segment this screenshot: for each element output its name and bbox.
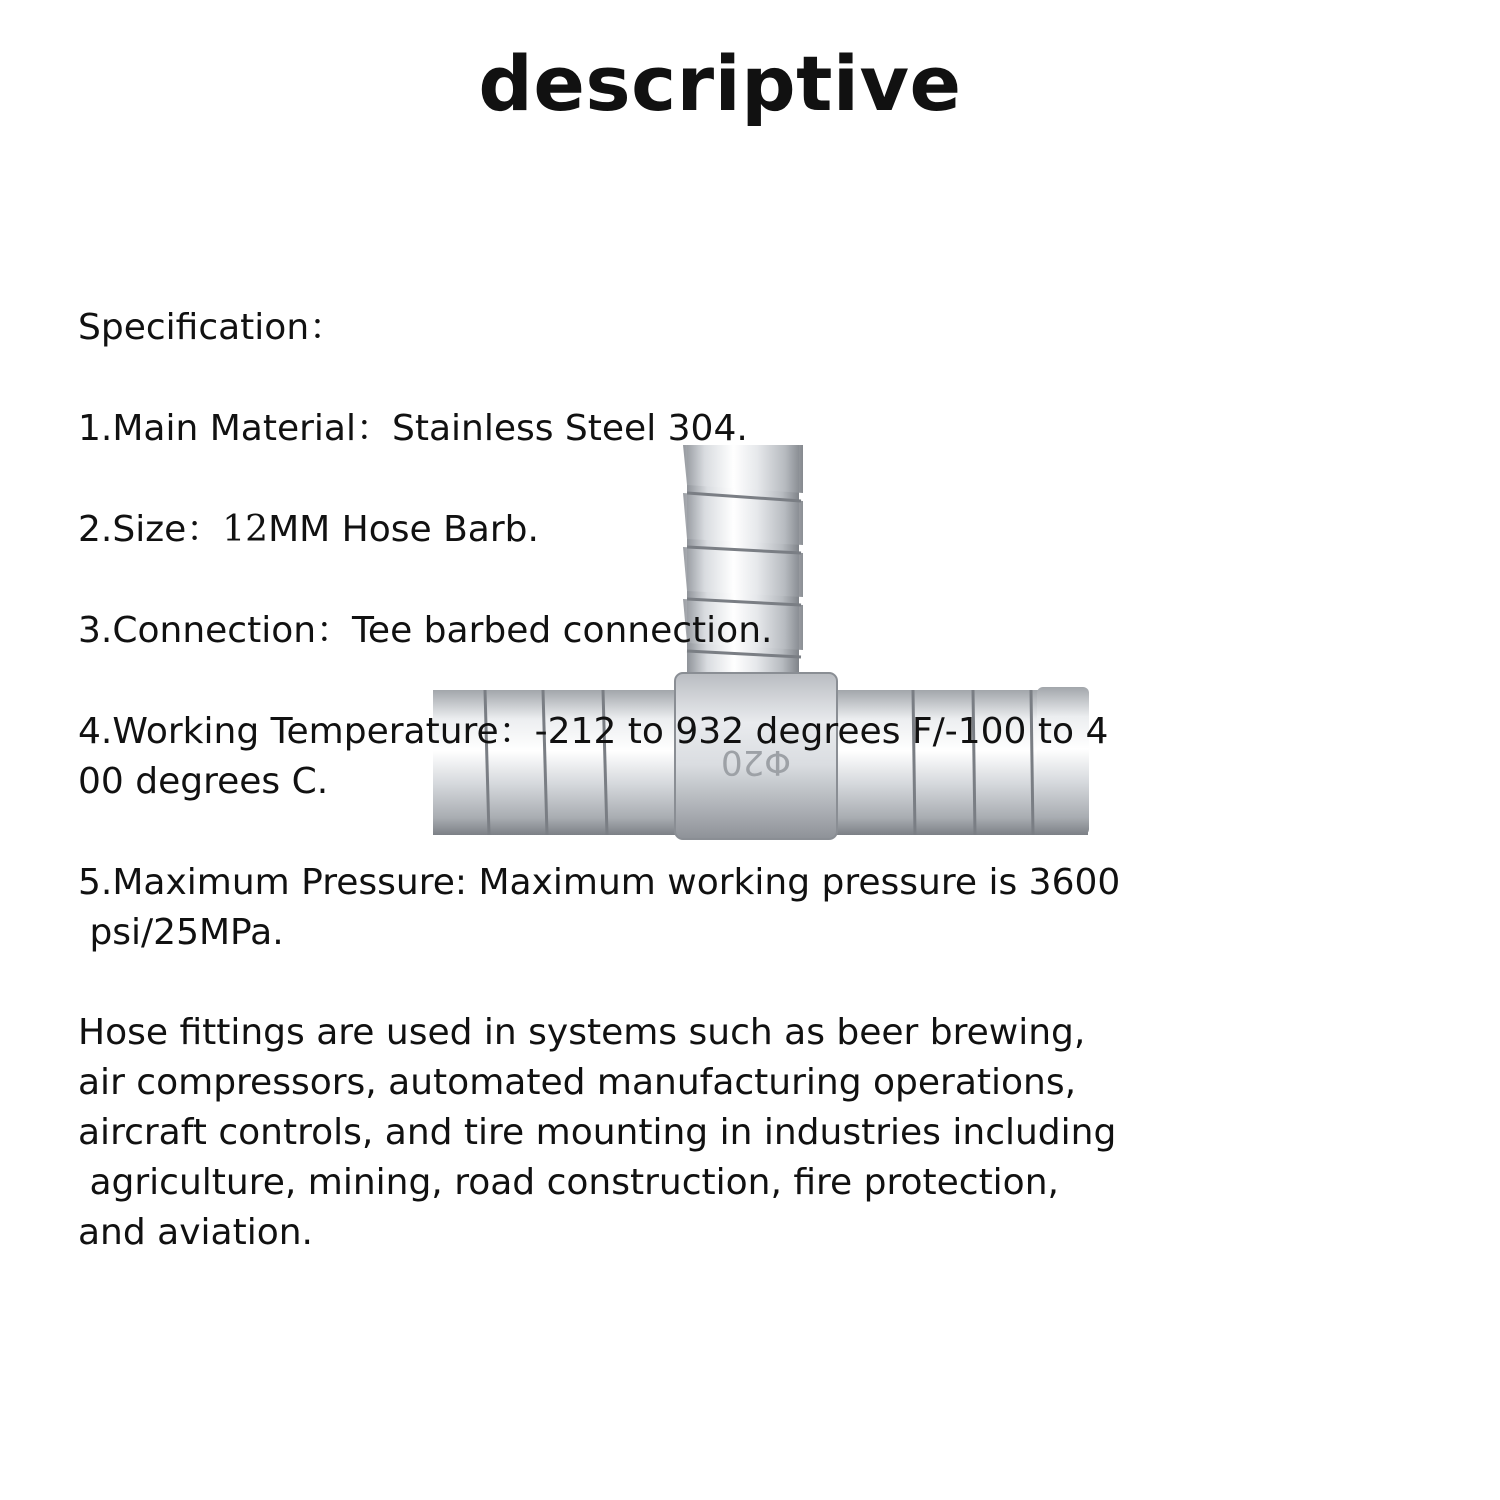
description-line: agriculture, mining, road construction, fire protection,: [78, 1162, 1059, 1203]
description-line: Hose fittings are used in systems such as beer brewing,: [78, 1012, 1086, 1053]
spec-size: [78, 505, 1248, 555]
description-line: aircraft controls, and tire mounting in industries including: [78, 1112, 1117, 1153]
page-title: descriptive: [478, 39, 962, 128]
fitting-marking: Φ20: [720, 742, 792, 782]
spec-material: 1.Main Material：Stainless Steel 304.: [78, 408, 748, 449]
spec-size-number: 12: [222, 509, 269, 550]
spec-pressure-line-2: psi/25MPa.: [78, 912, 284, 953]
spec-connection: 3.Connection：Tee barbed connection.: [78, 610, 773, 651]
specification-heading: Specification：: [78, 307, 346, 348]
spec-pressure-line-1: 5.Maximum Pressure: Maximum working pressure is 3600: [78, 862, 1121, 903]
spec-temperature-line-1: 4.Working Temperature：-212 to 932 degrees F/-100 to 4: [78, 711, 1109, 752]
spec-size-suffix: MM Hose Barb.: [268, 509, 539, 550]
spec-size-prefix: 2.Size：: [78, 509, 223, 550]
vertical-barb: [683, 445, 803, 695]
description-line: air compressors, automated manufacturing operations,: [78, 1062, 1077, 1103]
spec-temperature-line-2: 00 degrees C.: [78, 761, 329, 802]
description-line: and aviation.: [78, 1212, 314, 1253]
